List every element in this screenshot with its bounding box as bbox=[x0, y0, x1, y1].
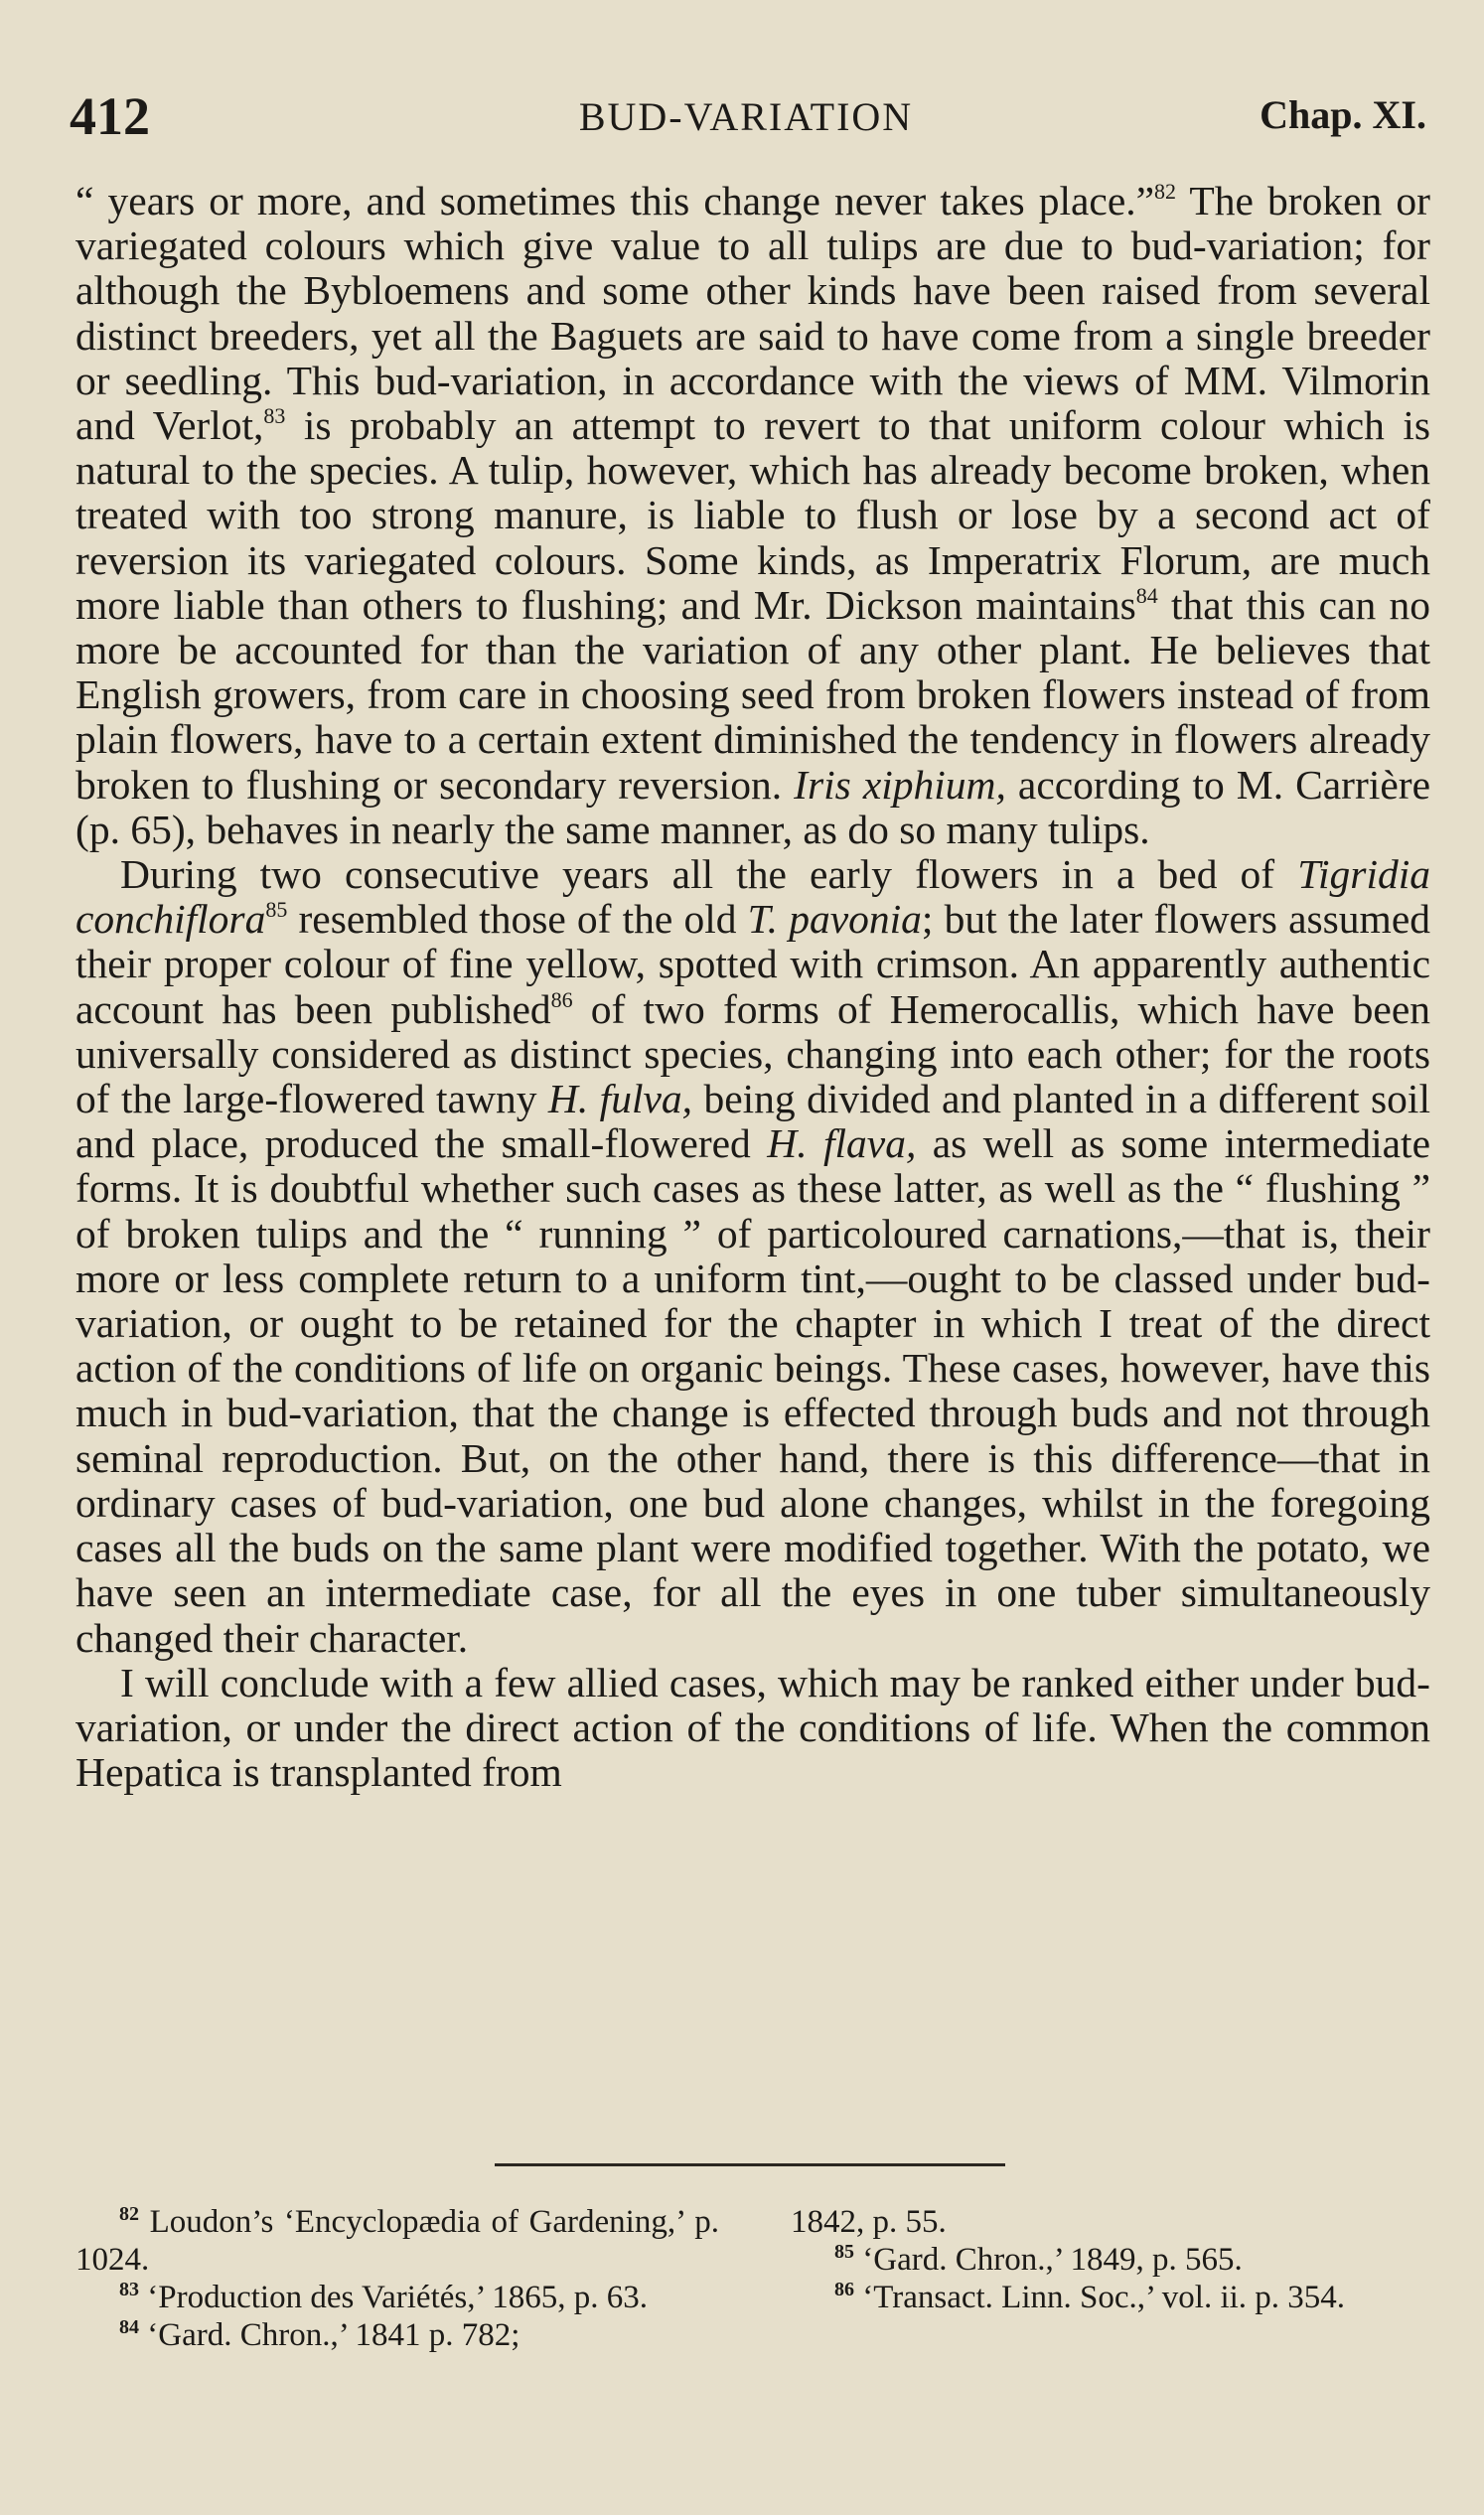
paragraph-1: “ years or more, and sometimes this change never takes place.”$^{82}$ The broken or variegated colours which give value to all tulips are due to bud-variation; for although the Bybloemens and some other kinds have been raised from several distinct breeders, yet all the Baguets are said to have come from a single breeder or seedling. This bud-variation, in accordance with the views of MM. Vilmorin and Verlot,$^{83}$ is probably an attempt to revert to that uniform colour which is natural to the species. A tulip, however, which has already become broken, when treated with too strong manure, is liable to flush or lose by a second act of reversion its variegated colours. Some kinds, as Imperatrix Florum, are much more liable than others to flushing; and Mr. Dickson maintains$^{84}$ that this can no more be accounted for than the variation of any other plant. He believes that English growers, from care in choosing seed from broken flowers instead of from plain flowers, have to a certain extent diminished the tendency in flowers already broken to flushing or secondary reversion. Iris xiphium, according to M. Carrière (p. 65), behaves in nearly the same manner, as do so many tulips. bbox=[75, 178, 1431, 852]
footnote-ref-82: 82 bbox=[1154, 179, 1177, 204]
footnote-86: $^{86}$ ‘Transact. Linn. Soc.,’ vol. ii. p. 354. bbox=[834, 2279, 1346, 2315]
footnote-84: $^{84}$ ‘Gard. Chron.,’ 1841 p. 782; bbox=[119, 2316, 520, 2353]
footnote-ref-86: 86 bbox=[550, 986, 573, 1012]
paragraph-2: During two consecutive years all the early flowers in a bed of Tigridia conchiflora$^{85}$ resembled those of the old T. pavonia; but the later flowers assumed their proper colour of fine yellow, spotted with crimson. An apparently authentic account has been published$^{86}$ of two forms of Hemerocallis, which have been universally considered as distinct species, changing into each other; for the roots of the large-flowered tawny H. fulva, being divided and planted in a different soil and place, produced the small-flowered H. flava, as well as some intermediate forms. It is doubtful whether such cases as these latter, as well as the “ flushing ” of broken tulips and the “ running ” of particoloured carnations,—that is, their more or less complete return to a uniform tint,—ought to be classed under bud-variation, or ought to be retained for the chapter in which I treat of the direct action of the conditions of life on organic beings. These cases, however, have this much in bud-variation, that the change is effected through buds and not through seminal reproduction. But, on the other hand, there is this difference—that in ordinary cases of bud-variation, one bud alone changes, whilst in the foregoing cases all the buds on the same plant were modified together. With the potato, we have seen an intermediate case, for all the eyes in one tuber simultaneously changed their character. bbox=[75, 851, 1431, 1661]
page-header bbox=[66, 85, 1426, 155]
page-number: 412 bbox=[70, 86, 150, 146]
italic-species-name: Iris xiphium, bbox=[794, 761, 1006, 808]
running-title: BUD-VARIATION bbox=[578, 94, 914, 139]
footnote-85: $^{85}$ ‘Gard. Chron.,’ 1849, p. 565. bbox=[834, 2241, 1243, 2278]
footnotes-left-column bbox=[75, 2203, 719, 2354]
italic-species-name: H. flava, bbox=[767, 1120, 917, 1167]
footnote-ref-83: 83 bbox=[263, 403, 286, 429]
paragraph-3: I will conclude with a few allied cases, which may be ranked either under bud-variation, or under the direct action of the conditions of life. When the common Hepatica is transplanted from bbox=[75, 1659, 1430, 1796]
body-text bbox=[75, 179, 1430, 1795]
chapter-label: Chap. XI. bbox=[1260, 92, 1426, 137]
footnote-84-continued: 1842, p. 55. bbox=[791, 2204, 947, 2240]
italic-species-name: Tigridia conchiflora bbox=[75, 851, 1430, 943]
footnote-ref-85: 85 bbox=[265, 897, 288, 923]
italic-species-name: T. pavonia bbox=[747, 896, 922, 943]
italic-species-name: H. fulva, bbox=[547, 1076, 693, 1122]
footnote-82: $^{82}$ Loudon’s ‘Encyclopædia of Gardening,’ p. 1024. bbox=[75, 2203, 720, 2278]
footnote-ref-84: 84 bbox=[1135, 582, 1158, 608]
footnote-divider bbox=[495, 2163, 1005, 2166]
footnote-83: $^{83}$ ‘Production des Variétés,’ 1865, p. 63. bbox=[119, 2279, 649, 2315]
footnotes-right-column bbox=[791, 2203, 1428, 2316]
